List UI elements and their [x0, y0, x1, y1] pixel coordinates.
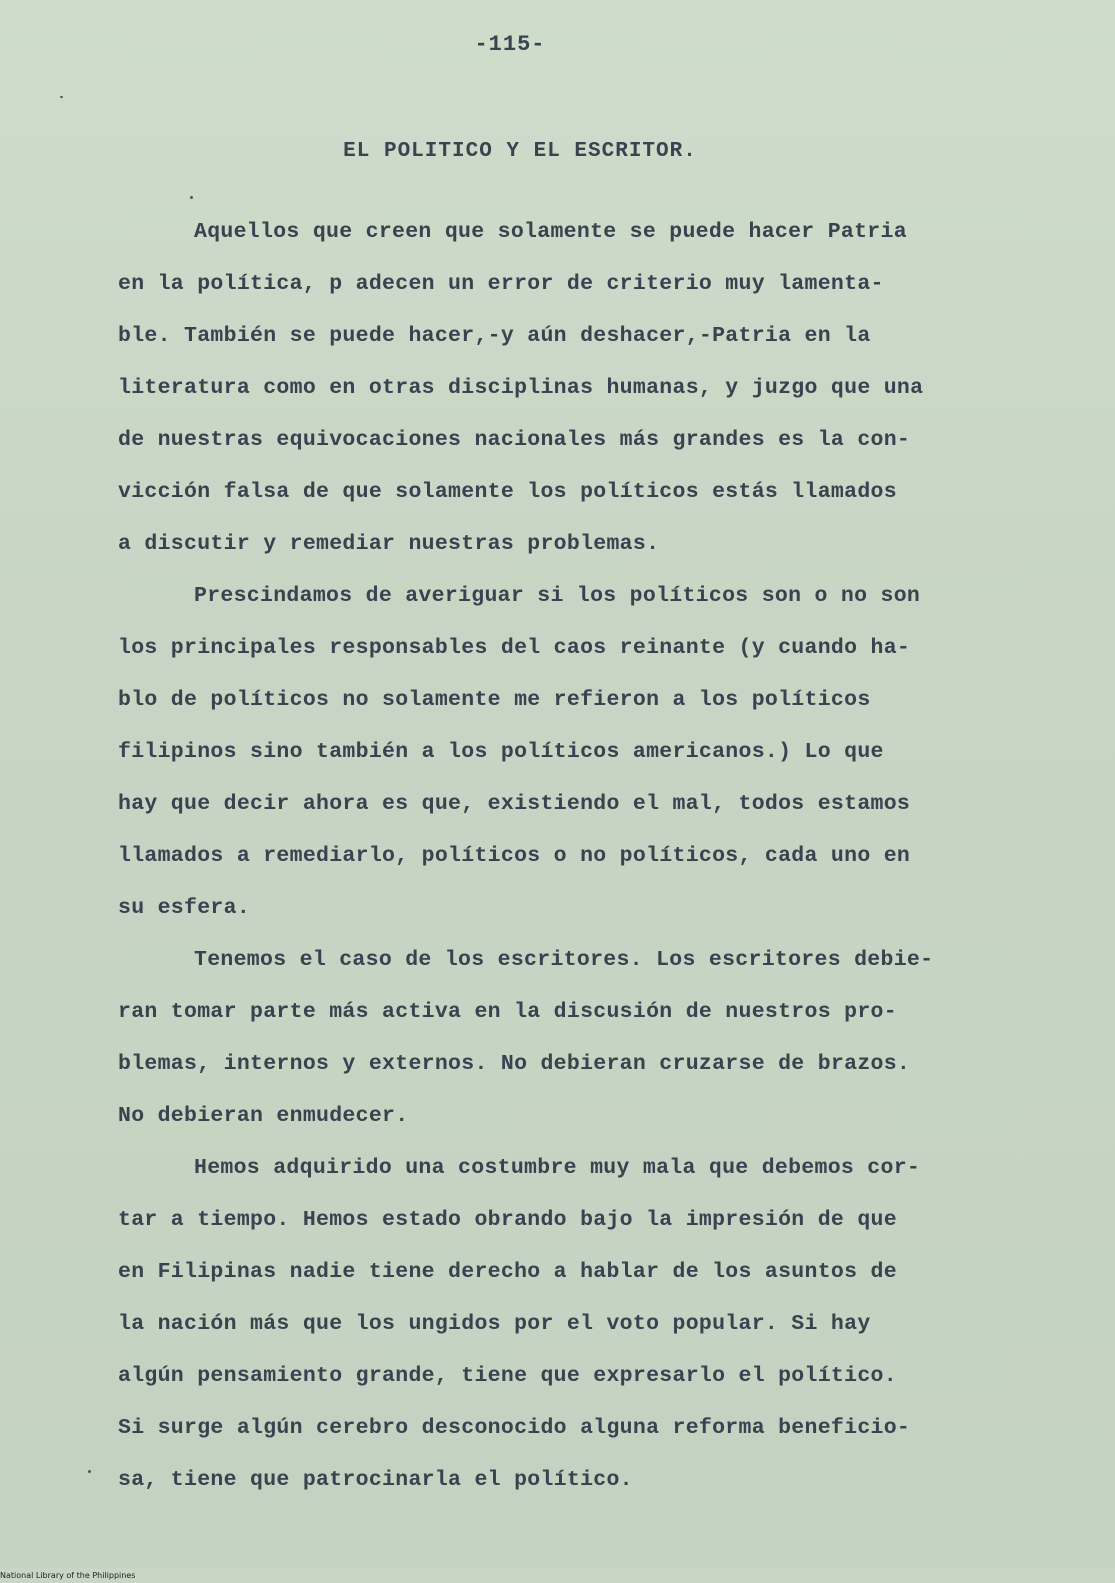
text-line: filipinos sino también a los políticos americanos.) Lo que	[118, 740, 884, 764]
text-line: la nación más que los ungidos por el voto popular. Si hay	[118, 1312, 871, 1336]
text-line: No debieran enmudecer.	[118, 1104, 409, 1128]
text-line: vicción falsa de que solamente los políticos estás llamados	[118, 480, 897, 504]
text-line: Aquellos que creen que solamente se puede hacer Patria	[194, 220, 907, 244]
text-line: sa, tiene que patrocinarla el político.	[118, 1468, 633, 1492]
text-line: Prescindamos de averiguar si los políticos son o no son	[194, 584, 921, 608]
text-line: blo de políticos no solamente me refieron a los políticos	[118, 688, 871, 712]
text-line: hay que decir ahora es que, existiendo el mal, todos estamos	[118, 792, 911, 816]
text-line: en la política, p adecen un error de criterio muy lamenta-	[118, 272, 884, 296]
text-line: algún pensamiento grande, tiene que expresarlo el político.	[118, 1364, 897, 1388]
text-line: ran tomar parte más activa en la discusión de nuestros pro-	[118, 1000, 897, 1024]
text-line: tar a tiempo. Hemos estado obrando bajo la impresión de que	[118, 1208, 897, 1232]
text-line: su esfera.	[118, 896, 251, 920]
library-footer: National Library of the Philippines	[0, 1571, 136, 1580]
document-title: EL POLITICO Y EL ESCRITOR.	[343, 140, 697, 163]
text-line: de nuestras equivocaciones nacionales más grandes es la con-	[118, 428, 911, 452]
ink-speck	[88, 1470, 91, 1473]
body-text	[118, 206, 1078, 1506]
page-number: -115-	[474, 32, 546, 57]
text-line: Tenemos el caso de los escritores. Los escritores debie-	[194, 948, 934, 972]
text-line: en Filipinas nadie tiene derecho a hablar de los asuntos de	[118, 1260, 897, 1284]
text-line: Si surge algún cerebro desconocido alguna reforma beneficio-	[118, 1416, 911, 1440]
text-line: blemas, internos y externos. No debieran cruzarse de brazos.	[118, 1052, 911, 1076]
ink-speck	[190, 196, 193, 199]
text-line: los principales responsables del caos reinante (y cuando ha-	[118, 636, 911, 660]
ink-speck	[60, 96, 63, 98]
text-line: ble. También se puede hacer,-y aún deshacer,-Patria en la	[118, 324, 871, 348]
text-line: a discutir y remediar nuestras problemas.	[118, 532, 660, 556]
text-line: literatura como en otras disciplinas humanas, y juzgo que una	[118, 376, 924, 400]
text-line: llamados a remediarlo, políticos o no políticos, cada uno en	[118, 844, 911, 868]
text-line: Hemos adquirido una costumbre muy mala que debemos cor-	[194, 1156, 921, 1180]
